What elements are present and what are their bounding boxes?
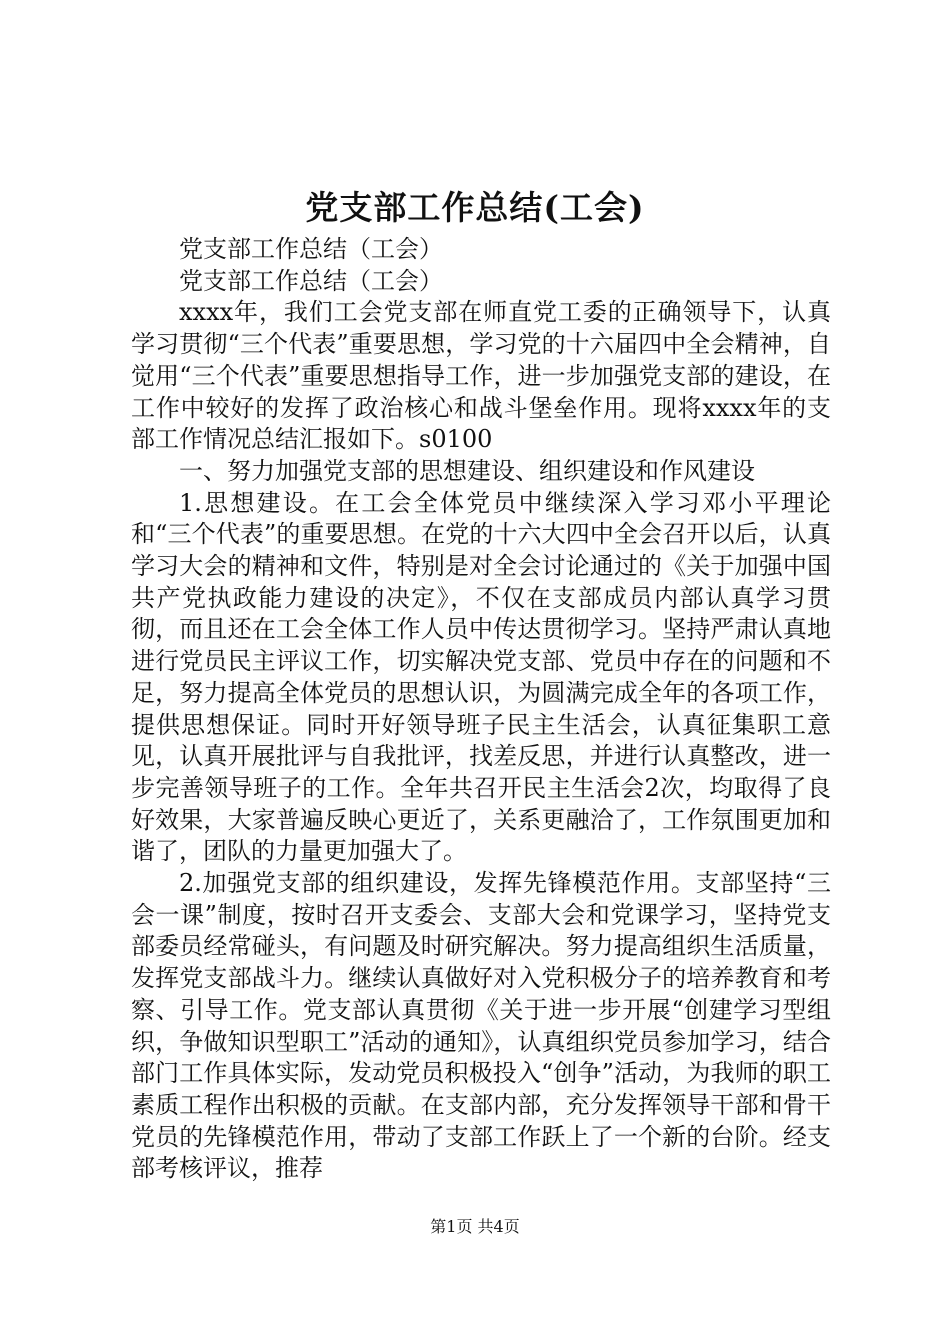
document-body [131, 234, 831, 1185]
body-paragraph-organizational-building: 2.加强党支部的组织建设，发挥先锋模范作用。支部坚持“三会一课”制度，按时召开支委会、支部大会和党课学习，坚持党支部委员经常碰头，有问题及时研究解决。努力提高组织生活质量，发挥党支部战斗力。继续认真做好对入党积极分子的培养教育和考察、引导工作。党支部认真贯彻《关于进一步开展“创建学习型组织，争做知识型职工”活动的通知》，认真组织党员参加学习，结合部门工作具体实际，发动党员积极投入“创争”活动，为我师的职工素质工程作出积极的贡献。在支部内部，充分发挥领导干部和骨干党员的先锋模范作用，带动了支部工作跃上了一个新的台阶。经支部考核评议，推荐 [131, 869, 831, 1183]
body-paragraph-subtitle-2: 党支部工作总结（工会） [179, 266, 443, 295]
body-paragraph-subtitle-1: 党支部工作总结（工会） [179, 235, 443, 263]
body-paragraph-ideological-building: 1.思想建设。在工会全体党员中继续深入学习邓小平理论和“三个代表”的重要思想。在党的十六大四中全会召开以后，认真学习大会的精神和文件，特别是对全会讨论通过的《关于加强中国共产党执政能力建设的决定》，不仅在支部成员内部认真学习贯彻，而且还在工会全体工作人员中传达贯彻学习。坚持严肃认真地进行党员民主评议工作，切实解决党支部、党员中存在的问题和不足，努力提高全体党员的思想认识，为圆满完成全年的各项工作，提供思想保证。同时开好领导班子民主生活会，认真征集职工意见，认真开展批评与自我批评，找差反思，并进行认真整改，进一步完善领导班子的工作。全年共召开民主生活会2次，均取得了良好效果，大家普遍反映心更近了，关系更融洽了，工作氛围更加和谐了，团队的力量更加强大了。 [131, 488, 831, 866]
section-heading-1: 一、努力加强党支部的思想建设、组织建设和作风建设 [179, 456, 755, 485]
document-title: 党支部工作总结(工会) [305, 188, 645, 227]
body-paragraph-intro: xxxx年，我们工会党支部在师直党工委的正确领导下，认真学习贯彻“三个代表”重要思想，学习党的十六届四中全会精神，自觉用“三个代表”重要思想指导工作，进一步加强党支部的建设，在工作中较好的发挥了政治核心和战斗堡垒作用。现将xxxx年的支部工作情况总结汇报如下。s0100 [131, 298, 831, 454]
page-footer: 第1页 共4页 [430, 1217, 520, 1236]
